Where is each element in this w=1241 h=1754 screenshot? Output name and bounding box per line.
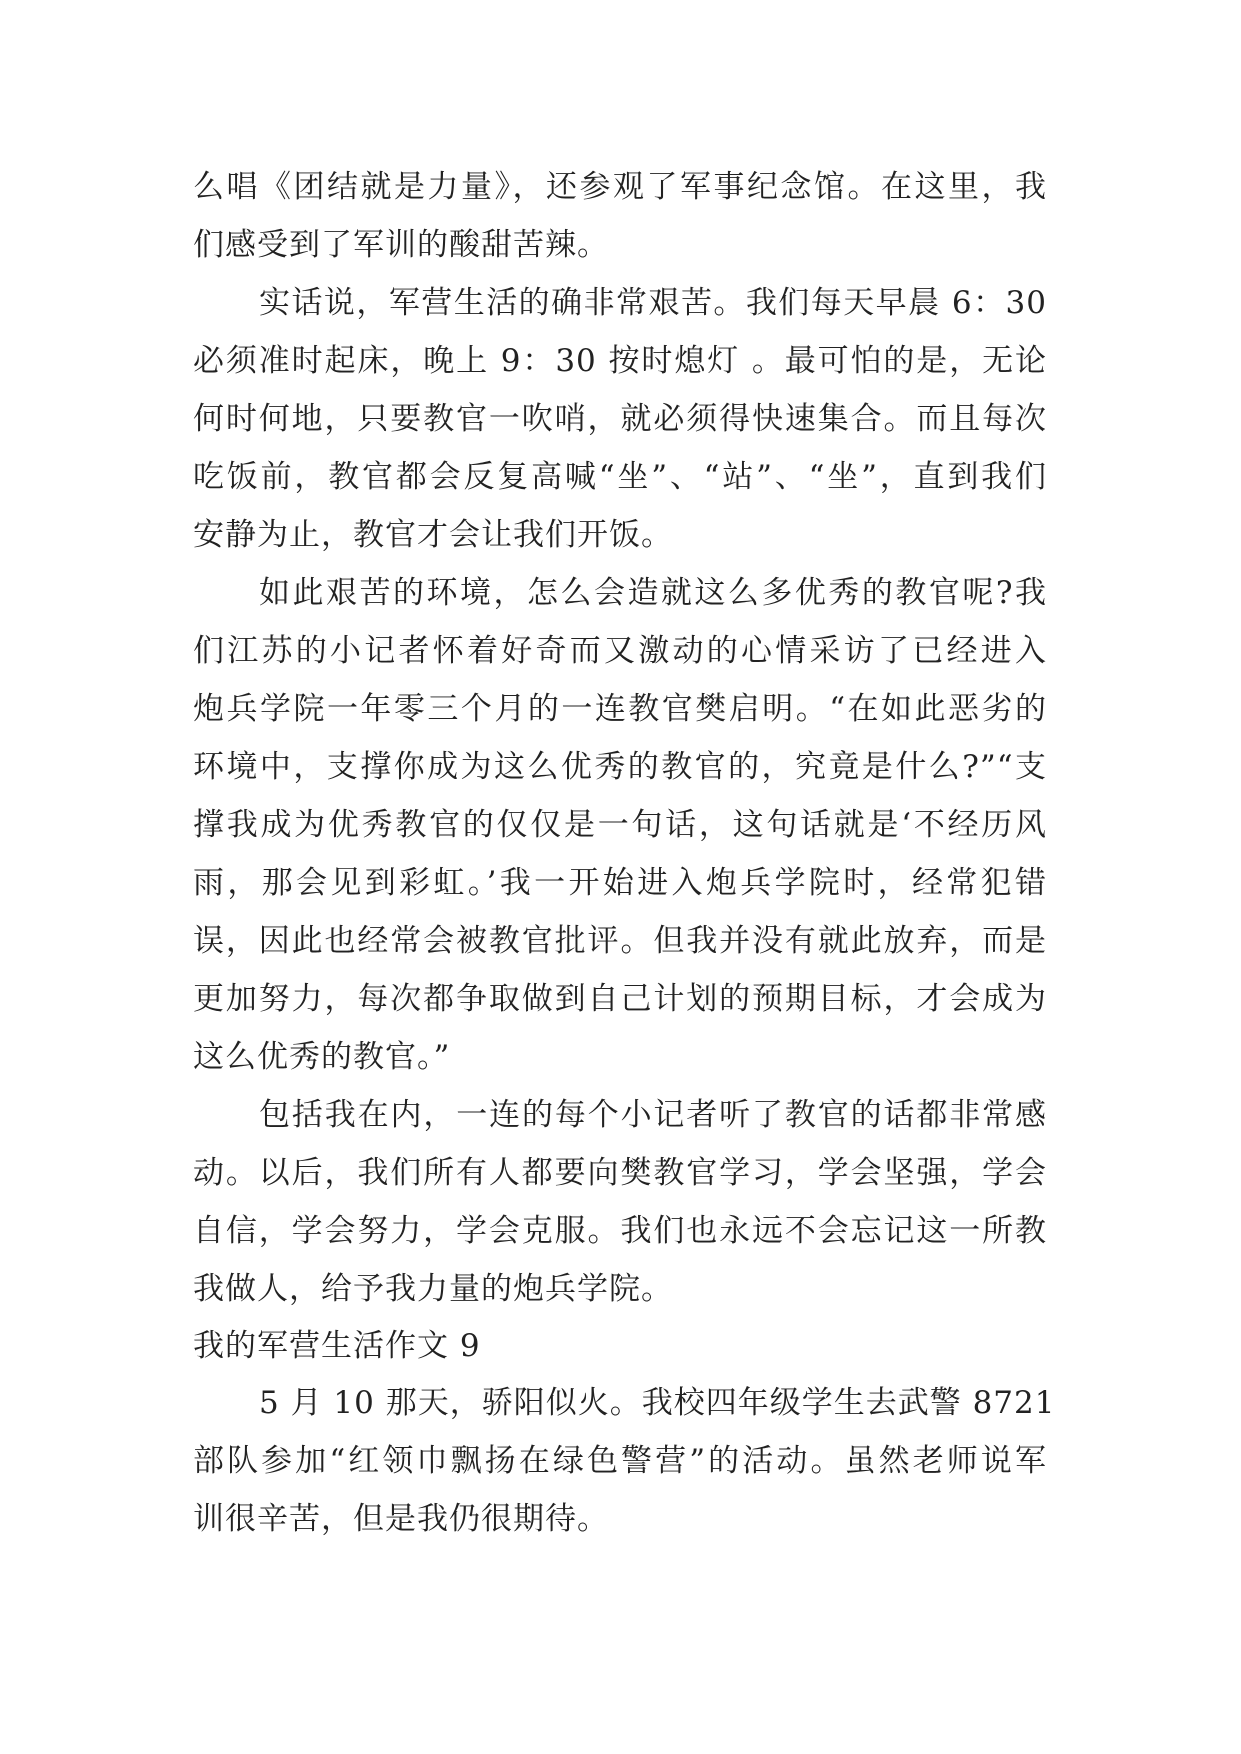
text-line: 何时何地，只要教官一吹哨，就必须得快速集合。而且每次 [193,401,1047,437]
section-heading: 我的军营生活作文 9 [193,1328,481,1364]
paragraph [193,1374,1056,1548]
text-line: 自信，学会努力，学会克服。我们也永远不会忘记这一所教 [193,1213,1047,1249]
document-body [193,158,1056,1548]
text-line: 5 月 10 那天，骄阳似火。我校四年级学生去武警 8721 [259,1385,1056,1421]
text-line: 训很辛苦，但是我仍很期待。 [193,1501,609,1537]
paragraph [193,158,1047,274]
text-line: 安静为止，教官才会让我们开饭。 [193,517,673,553]
text-line: 动。以后，我们所有人都要向樊教官学习，学会坚强，学会 [193,1155,1047,1191]
text-line: 撑我成为优秀教官的仅仅是一句话，这句话就是‘不经历风 [193,807,1047,843]
text-line: 我做人，给予我力量的炮兵学院。 [193,1271,673,1307]
text-line: 环境中，支撑你成为这么优秀的教官的，究竟是什么?”“支 [193,749,1047,785]
text-line: 们感受到了军训的酸甜苦辣。 [193,227,609,263]
text-line: 雨，那会见到彩虹。’我一开始进入炮兵学院时，经常犯错 [193,865,1047,901]
text-line: 吃饭前，教官都会反复高喊“坐”、“站”、“坐”，直到我们 [193,459,1047,495]
text-line: 包括我在内，一连的每个小记者听了教官的话都非常感 [259,1097,1047,1133]
text-line: 必须准时起床，晚上 9：30 按时熄灯 。最可怕的是，无论 [193,343,1047,379]
text-line: 误，因此也经常会被教官批评。但我并没有就此放弃，而是 [193,923,1047,959]
text-line: 这么优秀的教官。” [193,1039,451,1075]
text-line: 部队参加“红领巾飘扬在绿色警营”的活动。虽然老师说军 [193,1443,1047,1479]
text-line: 炮兵学院一年零三个月的一连教官樊启明。“在如此恶劣的 [193,691,1047,727]
text-line: 更加努力，每次都争取做到自己计划的预期目标，才会成为 [193,981,1047,1017]
paragraph [193,274,1047,564]
text-line: 实话说，军营生活的确非常艰苦。我们每天早晨 6：30 [259,285,1047,321]
text-line: 如此艰苦的环境，怎么会造就这么多优秀的教官呢?我 [259,575,1047,611]
paragraph [193,564,1047,1086]
paragraph [193,1086,1047,1318]
text-line: 么唱《团结就是力量》，还参观了军事纪念馆。在这里，我 [193,169,1047,205]
text-line: 们江苏的小记者怀着好奇而又激动的心情采访了已经进入 [193,633,1047,669]
